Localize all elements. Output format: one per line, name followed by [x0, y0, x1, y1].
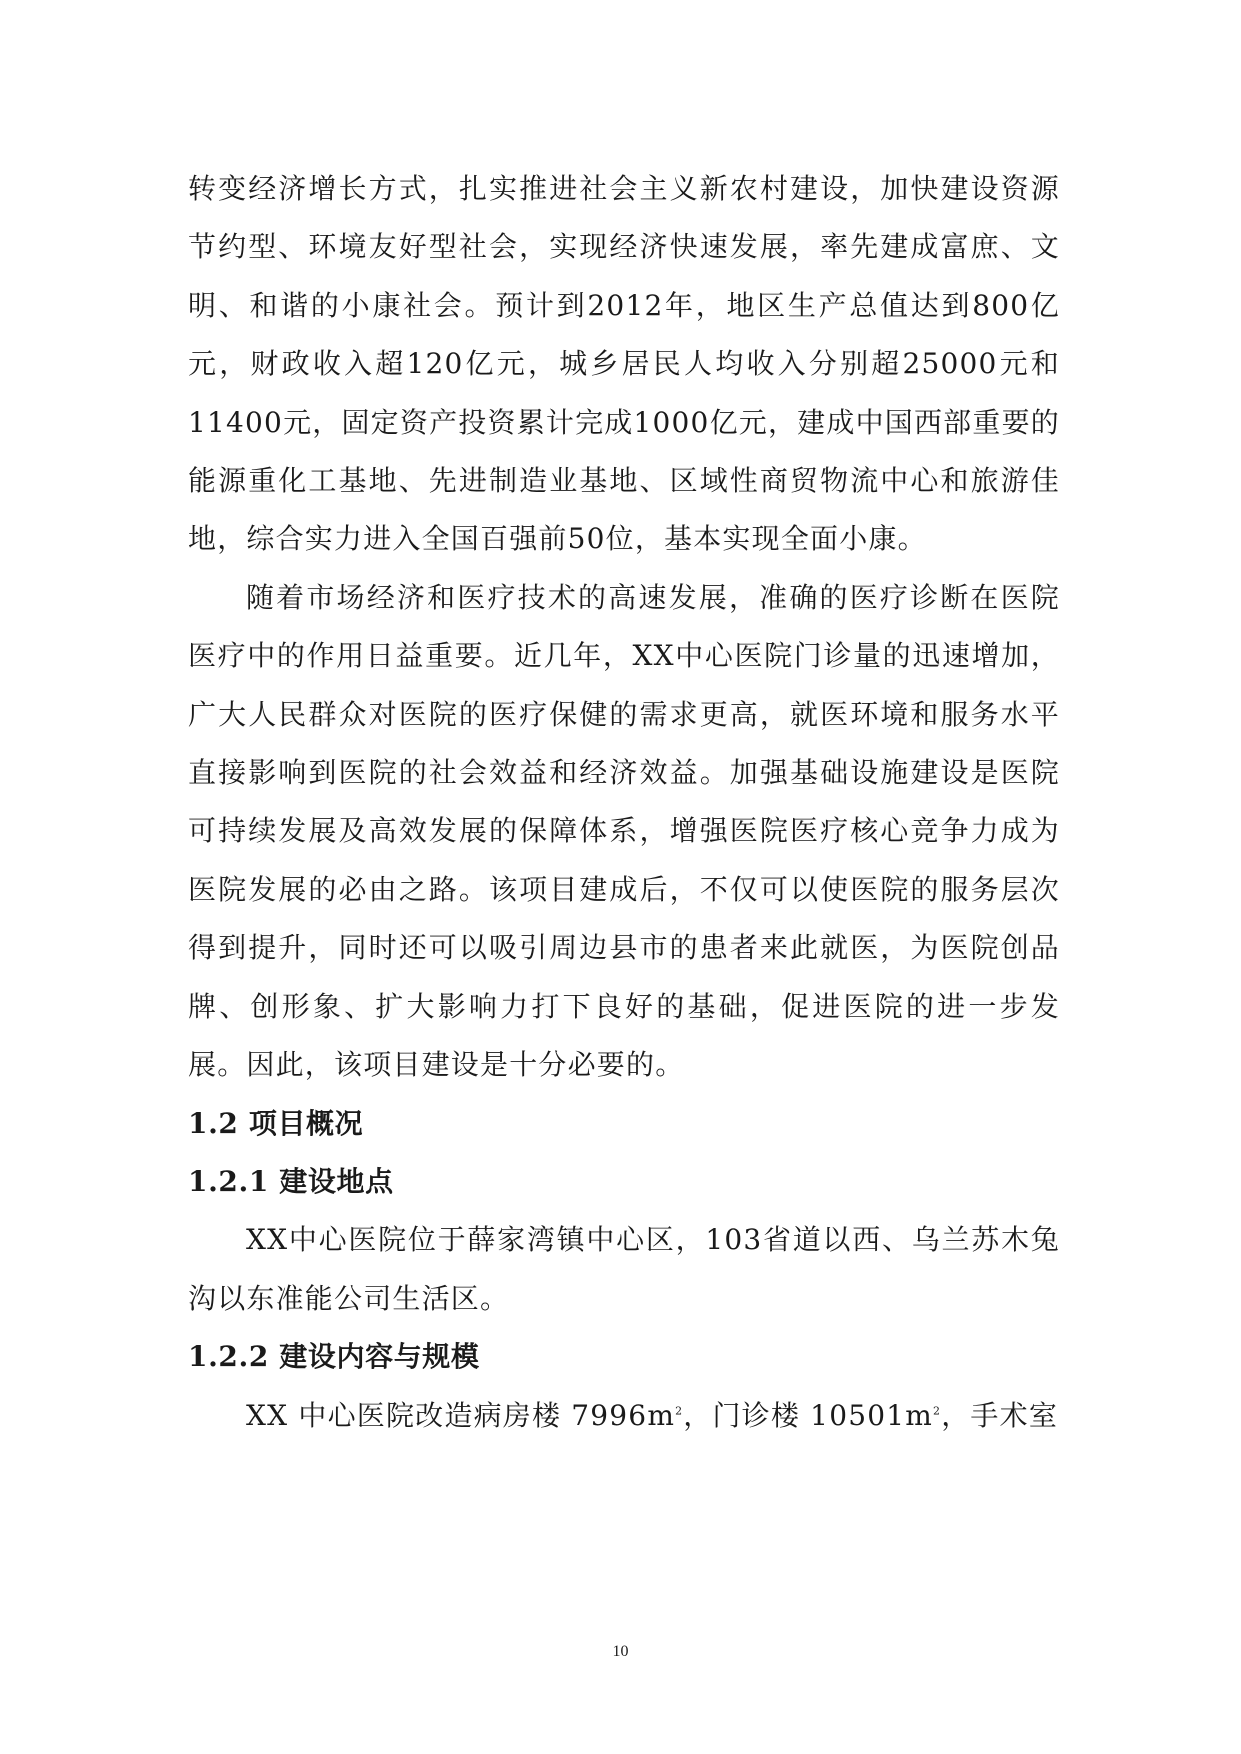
paragraph-economic-goals: 转变经济增长方式，扎实推进社会主义新农村建设，加快建设资源节约型、环境友好型社会，实现经济快速发展，率先建成富庶、文明、和谐的小康社会。预计到2012年，地区生产总值达到800亿元，财政收入超120亿元，城乡居民人均收入分别超25000元和11400元，固定资产投资累计完成1000亿元，建成中国西部重要的能源重化工基地、先进制造业基地、区域性商贸物流中心和旅游佳地，综合实力进入全国百强前50位，基本实现全面小康。	[188, 172, 1060, 556]
paragraph-construction-site: XX中心医院位于薛家湾镇中心区，103省道以西、乌兰苏木兔沟以东准能公司生活区。	[188, 1223, 1060, 1315]
section-heading-project-overview: 1.2 项目概况	[188, 1106, 364, 1140]
scope-text-ward: XX 中心医院改造病房楼 7996m	[246, 1398, 676, 1432]
scope-text-outpatient: ，门诊楼 10501m	[683, 1398, 934, 1432]
section-heading-construction-site: 1.2.1 建设地点	[188, 1164, 394, 1198]
paragraph-hospital-necessity: 随着市场经济和医疗技术的高速发展，准确的医疗诊断在医院医疗中的作用日益重要。近几年，XX中心医院门诊量的迅速增加，广大人民群众对医院的医疗保健的需求更高，就医环境和服务水平直接影响到医院的社会效益和经济效益。加强基础设施建设是医院可持续发展及高效发展的保障体系，增强医院医疗核心竞争力成为医院发展的必由之路。该项目建成后，不仅可以使医院的服务层次得到提升，同时还可以吸引周边县市的患者来此就医，为医院创品牌、创形象、扩大影响力打下良好的基础，促进医院的进一步发展。因此，该项目建设是十分必要的。	[188, 580, 1060, 1082]
document-body	[188, 160, 1060, 1445]
paragraph-construction-scope	[188, 1387, 1060, 1445]
section-heading-construction-scope: 1.2.2 建设内容与规模	[188, 1340, 480, 1374]
scope-text-operating-room: ，手术室	[941, 1398, 1059, 1432]
scope-unit-superscript: 2	[933, 1404, 942, 1418]
scope-unit-superscript: 2	[675, 1404, 684, 1418]
page-number: 10	[612, 1643, 629, 1660]
